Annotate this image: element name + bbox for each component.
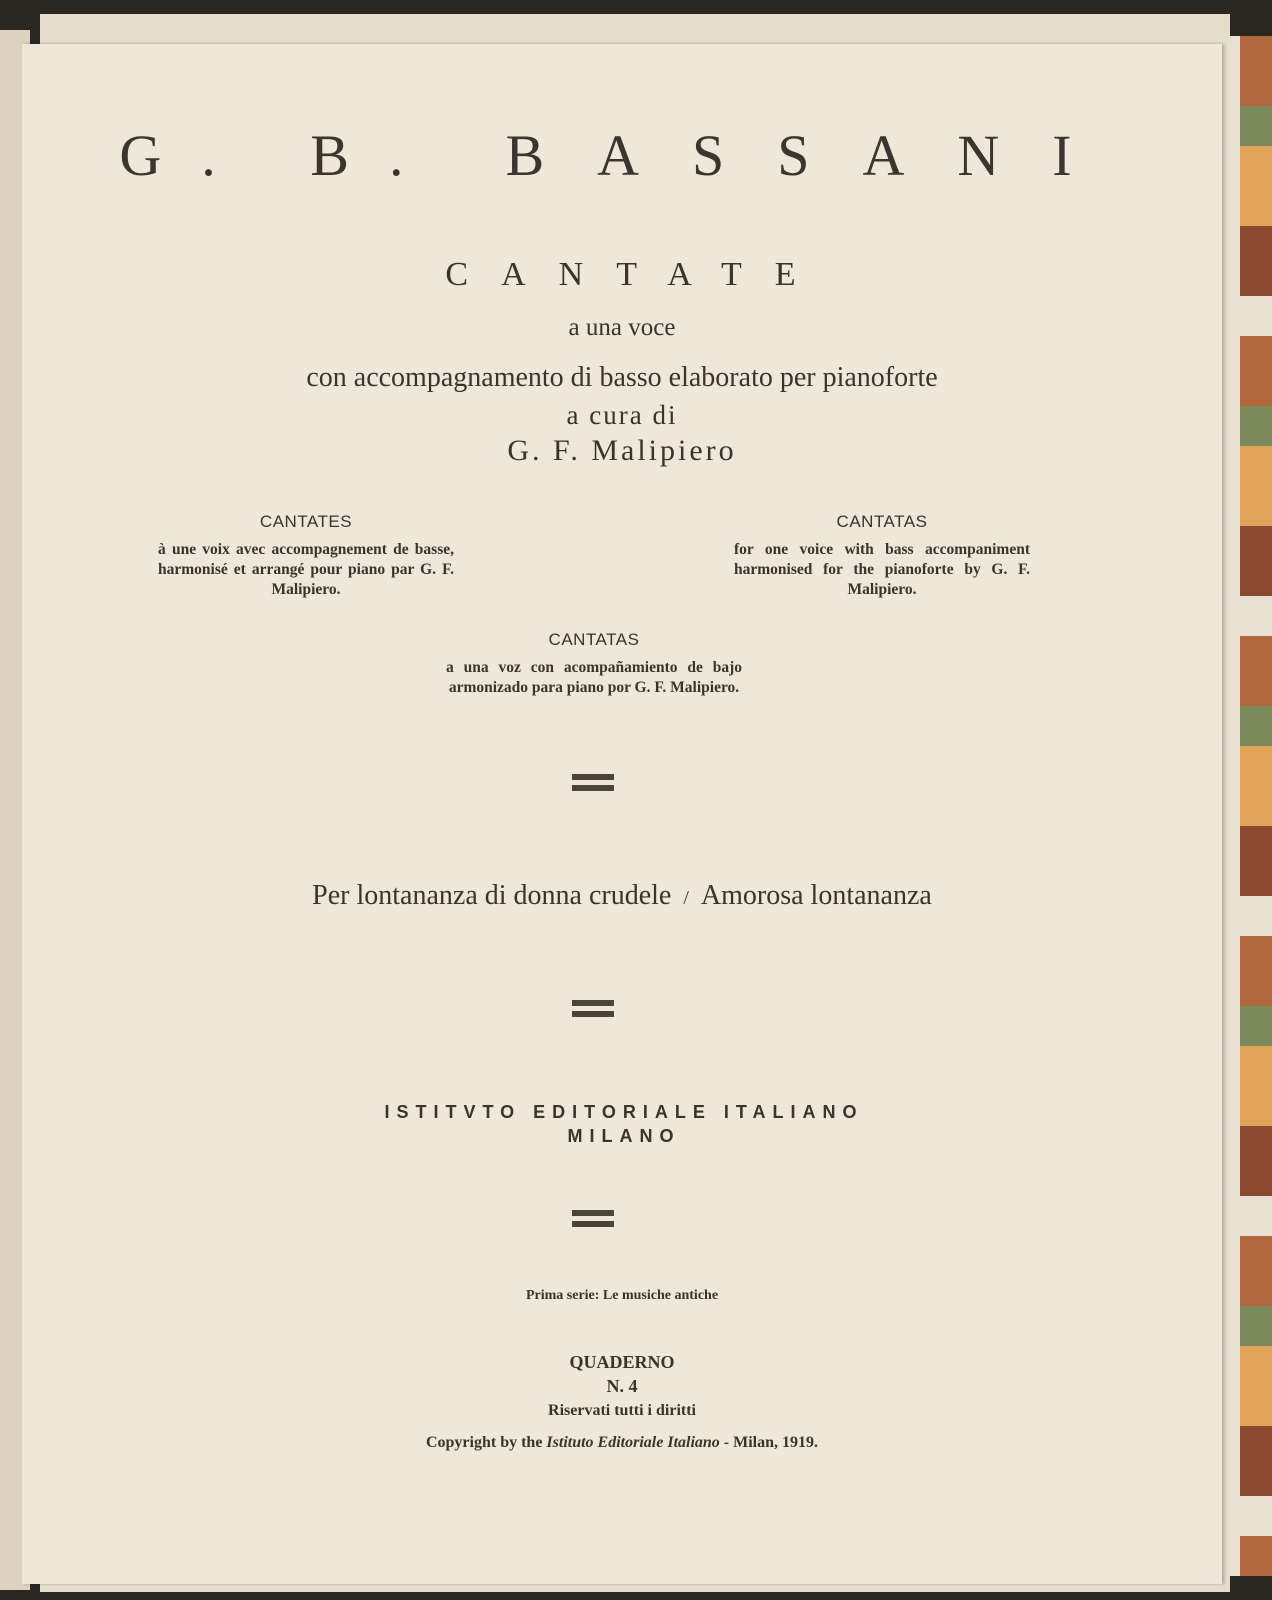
spanish-text: a una voz con acompañamiento de bajo armonizado para piano por G. F. Malipiero. (446, 659, 742, 696)
composer-surname: BASSANI (505, 123, 1125, 188)
english-text: for one voice with bass accompaniment harmonised for the pianoforte by G. F. Malipiero. (734, 541, 1030, 598)
french-text: à une voix avec accompagnement de basse, harmonisé et arrangé pour piano par G. F. Malipiero. (158, 541, 454, 598)
editor-name: G. F. Malipiero (507, 434, 737, 467)
english-translation (734, 512, 1030, 600)
copyright-publisher: Istituto Editoriale Italiano (546, 1434, 720, 1451)
composer-name (22, 122, 1222, 189)
english-heading: CANTATAS (836, 512, 928, 531)
rights-notice: Riservati tutti i diritti (548, 1402, 696, 1419)
double-rule-divider (572, 1210, 614, 1228)
publisher-name: ISTITVTO EDITORIALE ITALIANO (384, 1102, 864, 1122)
pieces-list (22, 880, 1222, 912)
title-page (22, 44, 1222, 1584)
publisher-block (22, 1100, 1224, 1148)
spanish-heading: CANTATAS (548, 630, 640, 649)
copyright-notice (22, 1434, 1222, 1452)
cover-spine (1228, 36, 1272, 1576)
piece-2-title: Amorosa lontananza (700, 880, 932, 911)
french-translation (158, 512, 454, 600)
work-subtitle: a una voce (568, 314, 676, 341)
quaderno-label: QUADERNO (569, 1352, 675, 1372)
copyright-prefix: Copyright by the (425, 1434, 543, 1451)
composer-initials: G. B. (119, 123, 444, 188)
publisher-city: MILANO (567, 1126, 681, 1146)
work-subtitle-line2: con accompagnamento di basso elaborato per pianoforte (306, 362, 938, 393)
work-title: CANTATE (445, 256, 829, 293)
piece-separator: / (683, 887, 689, 909)
french-heading: CANTATES (259, 512, 353, 531)
edited-by-label: a cura di (566, 400, 678, 430)
spanish-translation (446, 630, 742, 698)
double-rule-divider (572, 774, 614, 792)
piece-1-title: Per lontananza di donna crudele (312, 880, 672, 911)
series-label: Prima serie: Le musiche antiche (525, 1288, 719, 1303)
double-rule-divider (572, 1000, 614, 1018)
copyright-suffix: - Milan, 1919. (723, 1434, 819, 1451)
quaderno-number: N. 4 (606, 1376, 638, 1396)
quaderno-block (22, 1350, 1222, 1398)
